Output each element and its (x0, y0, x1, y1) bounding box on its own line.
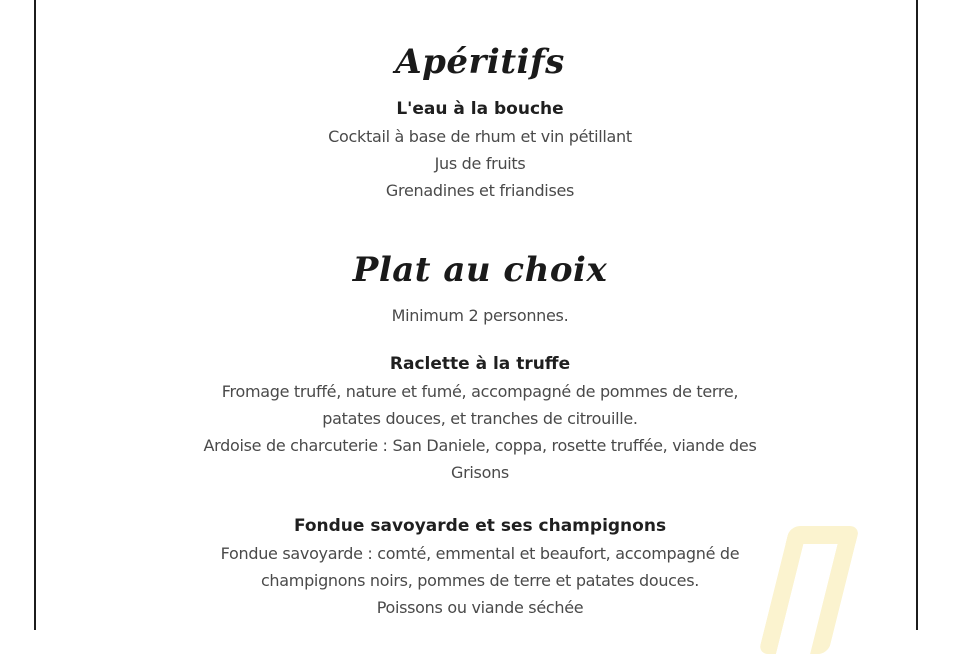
plat-note: Minimum 2 personnes. (391, 306, 569, 325)
aperitif-item: Cocktail à base de rhum et vin pétillant (328, 127, 632, 146)
raclette-line: Grisons (451, 463, 509, 482)
fondue-name: Fondue savoyarde et ses champignons (293, 516, 667, 536)
fondue-line: Poissons ou viande séchée (376, 598, 584, 617)
plat-title: Plat au choix (352, 250, 608, 290)
aperitif-item: Jus de fruits (434, 154, 526, 173)
raclette-name: Raclette à la truffe (389, 354, 571, 374)
aperitifs-subtitle: L'eau à la bouche (396, 99, 564, 119)
fondue-line: champignons noirs, pommes de terre et patates douces. (260, 571, 700, 590)
raclette-line: Ardoise de charcuterie : San Daniele, coppa, rosette truffée, viande des (203, 436, 757, 455)
aperitifs-title: Apéritifs (395, 42, 565, 82)
raclette-line: patates douces, et tranches de citrouille. (322, 409, 638, 428)
fondue-line: Fondue savoyarde : comté, emmental et beaufort, accompagné de (220, 544, 740, 563)
aperitif-item: Grenadines et friandises (385, 181, 575, 200)
raclette-line: Fromage truffé, nature et fumé, accompagné de pommes de terre, (221, 382, 739, 401)
